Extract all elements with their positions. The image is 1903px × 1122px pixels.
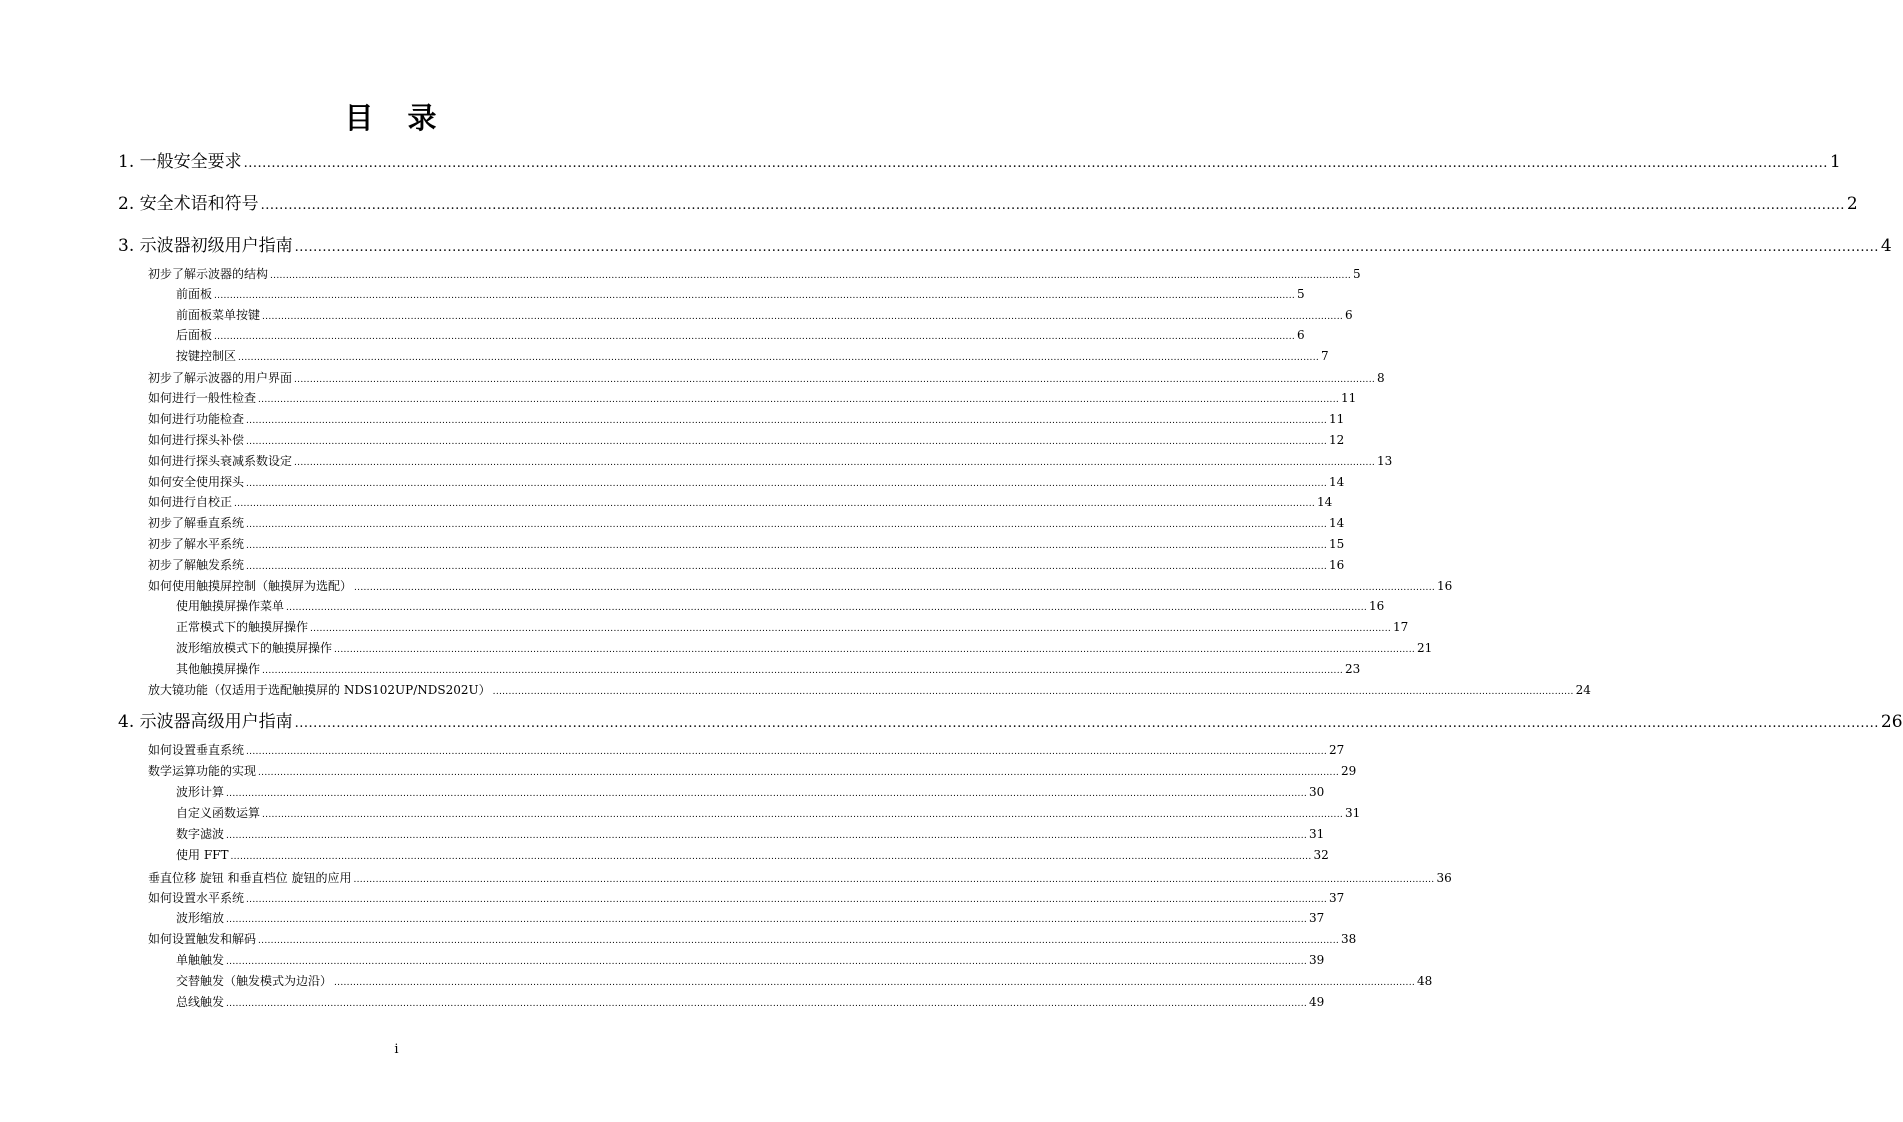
toc-entry-page: 23 (1345, 662, 1361, 676)
toc-entry-title: 按键控制区 (176, 349, 237, 363)
toc-entry[interactable] (148, 514, 1345, 533)
toc-entry[interactable] (148, 577, 1453, 596)
toc-entry-page: 38 (1341, 932, 1357, 946)
toc-entry-title: 单触触发 (176, 953, 225, 967)
toc-entry-title: 使用触摸屏操作菜单 (176, 599, 285, 613)
toc-leader-dots: ...................................................................................................................................................................................................................................................................................................................................................... (286, 603, 1368, 613)
toc-entry[interactable] (148, 535, 1345, 554)
toc-leader-dots: ...................................................................................................................................................................................................................................................................................................................................................... (258, 395, 1340, 405)
toc-entry[interactable] (176, 285, 1305, 304)
toc-leader-dots: ...................................................................................................................................................................................................................................................................................................................................................... (492, 687, 1574, 697)
toc-entry-title: 数学运算功能的实现 (148, 764, 257, 778)
toc-entry[interactable] (176, 597, 1385, 616)
toc-entry[interactable] (148, 473, 1345, 492)
toc-entry-page: 37 (1329, 891, 1345, 905)
toc-entry[interactable] (176, 951, 1325, 970)
toc-entry-page: 5 (1353, 267, 1361, 281)
toc-entry-title: 自定义函数运算 (176, 806, 261, 820)
toc-entry-page: 29 (1341, 764, 1357, 778)
toc-entry-title: 总线触发 (176, 995, 225, 1009)
toc-leader-dots: ...................................................................................................................................................................................................................................................................................................................................................... (310, 624, 1392, 634)
toc-entry[interactable] (176, 993, 1325, 1012)
toc-entry-title: 正常模式下的触摸屏操作 (176, 620, 309, 634)
toc-entry[interactable] (176, 783, 1325, 802)
toc-entry-page: 49 (1309, 995, 1325, 1009)
toc-entry[interactable] (148, 431, 1345, 450)
toc-leader-dots: ...................................................................................................................................................................................................................................................................................................................................................... (226, 957, 1308, 967)
toc-entry-page: 31 (1345, 806, 1361, 820)
toc-entry-title: 前面板 (176, 287, 213, 301)
toc-entry-page: 17 (1393, 620, 1409, 634)
toc-entry[interactable] (176, 846, 1329, 865)
toc-entry-title: 如何进行一般性检查 (148, 391, 257, 405)
toc-entry-title: 如何使用触摸屏控制（触摸屏为选配） (148, 579, 353, 593)
toc-entry-title: 初步了解触发系统 (148, 558, 245, 572)
toc-entry-title: 使用 FFT (176, 848, 229, 862)
toc-entry-page: 7 (1321, 349, 1329, 363)
toc-entry-title: 如何设置水平系统 (148, 891, 245, 905)
toc-leader-dots: ...................................................................................................................................................................................................................................................................................................................................................... (246, 416, 1328, 426)
toc-entry[interactable] (176, 825, 1325, 844)
toc-leader-dots: ...................................................................................................................................................................................................................................................................................................................................................... (294, 458, 1376, 468)
toc-entry-page: 30 (1309, 785, 1325, 799)
toc-leader-dots: ...................................................................................................................................................................................................................................................................................................................................................... (294, 375, 1376, 385)
toc-leader-dots: ...................................................................................................................................................................................................................................................................................................................................................... (246, 747, 1328, 757)
toc-entry[interactable] (148, 869, 1452, 888)
toc-entry-page: 16 (1329, 558, 1345, 572)
toc-leader-dots: ...................................................................................................................................................................................................................................................................................................................................................... (226, 831, 1308, 841)
toc-entry[interactable] (176, 639, 1433, 658)
toc-entry-title: 初步了解垂直系统 (148, 516, 245, 530)
toc-chapter-entry[interactable] (118, 189, 1858, 214)
toc-leader-dots: ...................................................................................................................................................................................................................................................................................................................................................... (246, 520, 1328, 530)
toc-entry[interactable] (176, 972, 1433, 991)
toc-chapter-entry[interactable] (118, 231, 1892, 256)
toc-leader-dots: ...................................................................................................................................................................................................................................................................................................................................................... (214, 332, 1296, 342)
toc-entry-title: 垂直位移 旋钮 和垂直档位 旋钮的应用 (148, 871, 352, 885)
toc-entry-page: 16 (1437, 579, 1453, 593)
toc-entry-title: 2. 安全术语和符号 (118, 194, 259, 214)
toc-entry-page: 32 (1313, 848, 1329, 862)
toc-chapter-entry[interactable] (118, 147, 1841, 172)
toc-entry-title: 如何进行自校正 (148, 495, 233, 509)
toc-leader-dots: ...................................................................................................................................................................................................................................................................................................................................................... (262, 810, 1344, 820)
toc-entry[interactable] (176, 347, 1329, 366)
toc-entry[interactable] (148, 681, 1591, 700)
toc-entry-title: 初步了解示波器的结构 (148, 267, 269, 281)
toc-entry-page: 31 (1309, 827, 1325, 841)
toc-entry[interactable] (176, 306, 1353, 325)
toc-leader-dots: ...................................................................................................................................................................................................................................................................................................................................................... (246, 895, 1328, 905)
toc-entry-page: 5 (1297, 287, 1305, 301)
toc-entry-title: 后面板 (176, 328, 213, 342)
toc-entry[interactable] (148, 889, 1345, 908)
toc-entry-title: 其他触摸屏操作 (176, 662, 261, 676)
toc-entry-title: 4. 示波器高级用户指南 (118, 712, 293, 732)
toc-entry-title: 3. 示波器初级用户指南 (118, 236, 293, 256)
toc-leader-dots: ...................................................................................................................................................................................................................................................................................................................................................... (354, 583, 1436, 593)
toc-entry-page: 21 (1417, 641, 1433, 655)
toc-leader-dots: ...................................................................................................................................................................................................................................................................................................................................................... (246, 437, 1328, 447)
toc-entry-page: 48 (1417, 974, 1433, 988)
toc-entry-page: 1 (1829, 152, 1841, 172)
toc-leader-dots: ...................................................................................................................................................................................................................................................................................................................................................... (214, 291, 1296, 301)
toc-entry-title: 初步了解水平系统 (148, 537, 245, 551)
toc-entry-page: 2 (1846, 194, 1858, 214)
toc-entry-page: 11 (1329, 412, 1345, 426)
toc-entry-page: 27 (1329, 743, 1345, 757)
toc-entry[interactable] (148, 741, 1345, 760)
toc-leader-dots: ...................................................................................................................................................................................................................................................................................................................................................... (294, 716, 1879, 731)
toc-entry-title: 1. 一般安全要求 (118, 152, 242, 172)
toc-entry-page: 14 (1329, 475, 1345, 489)
toc-leader-dots: ...................................................................................................................................................................................................................................................................................................................................................... (260, 198, 1845, 213)
toc-entry-title: 如何进行功能检查 (148, 412, 245, 426)
toc-entry-title: 数字滤波 (176, 827, 225, 841)
toc-entry-title: 交替触发（触发模式为边沿） (176, 974, 333, 988)
toc-entry-title: 放大镜功能（仅适用于选配触摸屏的 NDS102UP/NDS202U） (148, 683, 491, 697)
toc-leader-dots: ...................................................................................................................................................................................................................................................................................................................................................... (238, 353, 1320, 363)
toc-entry[interactable] (148, 265, 1361, 284)
toc-entry[interactable] (176, 909, 1325, 928)
toc-entry-page: 13 (1377, 454, 1393, 468)
toc-entry[interactable] (148, 369, 1385, 388)
toc-entry[interactable] (148, 556, 1345, 575)
toc-entry-page: 15 (1329, 537, 1345, 551)
toc-entry[interactable] (176, 660, 1361, 679)
toc-leader-dots: ...................................................................................................................................................................................................................................................................................................................................................... (334, 978, 1416, 988)
toc-leader-dots: ...................................................................................................................................................................................................................................................................................................................................................... (258, 768, 1340, 778)
toc-entry-page: 14 (1317, 495, 1333, 509)
toc-leader-dots: ...................................................................................................................................................................................................................................................................................................................................................... (234, 499, 1316, 509)
toc-entry[interactable] (148, 452, 1393, 471)
toc-entry-page: 39 (1309, 953, 1325, 967)
toc-entry-page: 37 (1309, 911, 1325, 925)
toc-leader-dots: ...................................................................................................................................................................................................................................................................................................................................................... (226, 999, 1308, 1009)
toc-entry-title: 如何进行探头衰减系数设定 (148, 454, 293, 468)
toc-entry-title: 初步了解示波器的用户界面 (148, 371, 293, 385)
toc-leader-dots: ...................................................................................................................................................................................................................................................................................................................................................... (353, 875, 1435, 885)
toc-leader-dots: ...................................................................................................................................................................................................................................................................................................................................................... (262, 312, 1344, 322)
toc-entry[interactable] (148, 762, 1357, 781)
toc-entry-title: 波形计算 (176, 785, 225, 799)
page-number: i (394, 1042, 399, 1057)
toc-entry-page: 24 (1575, 683, 1591, 697)
toc-entry-page: 26 (1880, 712, 1903, 732)
toc-entry-page: 6 (1345, 308, 1353, 322)
toc-entry-page: 4 (1880, 236, 1892, 256)
toc-leader-dots: ...................................................................................................................................................................................................................................................................................................................................................... (262, 666, 1344, 676)
toc-entry-page: 16 (1369, 599, 1385, 613)
toc-entry-page: 8 (1377, 371, 1385, 385)
toc-leader-dots: ...................................................................................................................................................................................................................................................................................................................................................... (334, 645, 1416, 655)
toc-entry[interactable] (176, 618, 1409, 637)
toc-leader-dots: ...................................................................................................................................................................................................................................................................................................................................................... (226, 915, 1308, 925)
toc-entry-title: 波形缩放模式下的触摸屏操作 (176, 641, 333, 655)
toc-leader-dots: ...................................................................................................................................................................................................................................................................................................................................................... (246, 562, 1328, 572)
toc-entry[interactable] (148, 930, 1357, 949)
toc-entry-page: 11 (1341, 391, 1357, 405)
toc-entry[interactable] (148, 389, 1357, 408)
toc-entry[interactable] (148, 410, 1345, 429)
toc-entry[interactable] (148, 493, 1333, 512)
toc-leader-dots: ...................................................................................................................................................................................................................................................................................................................................................... (230, 852, 1312, 862)
toc-leader-dots: ...................................................................................................................................................................................................................................................................................................................................................... (294, 240, 1879, 255)
toc-entry-title: 如何进行探头补偿 (148, 433, 245, 447)
toc-leader-dots: ...................................................................................................................................................................................................................................................................................................................................................... (246, 479, 1328, 489)
toc-leader-dots: ...................................................................................................................................................................................................................................................................................................................................................... (258, 936, 1340, 946)
toc-entry-title: 前面板菜单按键 (176, 308, 261, 322)
toc-entry-title: 波形缩放 (176, 911, 225, 925)
toc-leader-dots: ...................................................................................................................................................................................................................................................................................................................................................... (246, 541, 1328, 551)
toc-entry-title: 如何安全使用探头 (148, 475, 245, 489)
toc-entry-title: 如何设置垂直系统 (148, 743, 245, 757)
toc-entry-page: 14 (1329, 516, 1345, 530)
page-title: 目 录 (344, 101, 449, 135)
toc-leader-dots: ...................................................................................................................................................................................................................................................................................................................................................... (243, 156, 1828, 171)
toc-chapter-entry[interactable] (118, 707, 1903, 732)
toc-entry[interactable] (176, 326, 1305, 345)
toc-entry-page: 12 (1329, 433, 1345, 447)
toc-leader-dots: ...................................................................................................................................................................................................................................................................................................................................................... (226, 789, 1308, 799)
toc-entry-page: 36 (1436, 871, 1452, 885)
toc-entry-page: 6 (1297, 328, 1305, 342)
toc-leader-dots: ...................................................................................................................................................................................................................................................................................................................................................... (270, 271, 1352, 281)
toc-entry-title: 如何设置触发和解码 (148, 932, 257, 946)
toc-entry[interactable] (176, 804, 1361, 823)
